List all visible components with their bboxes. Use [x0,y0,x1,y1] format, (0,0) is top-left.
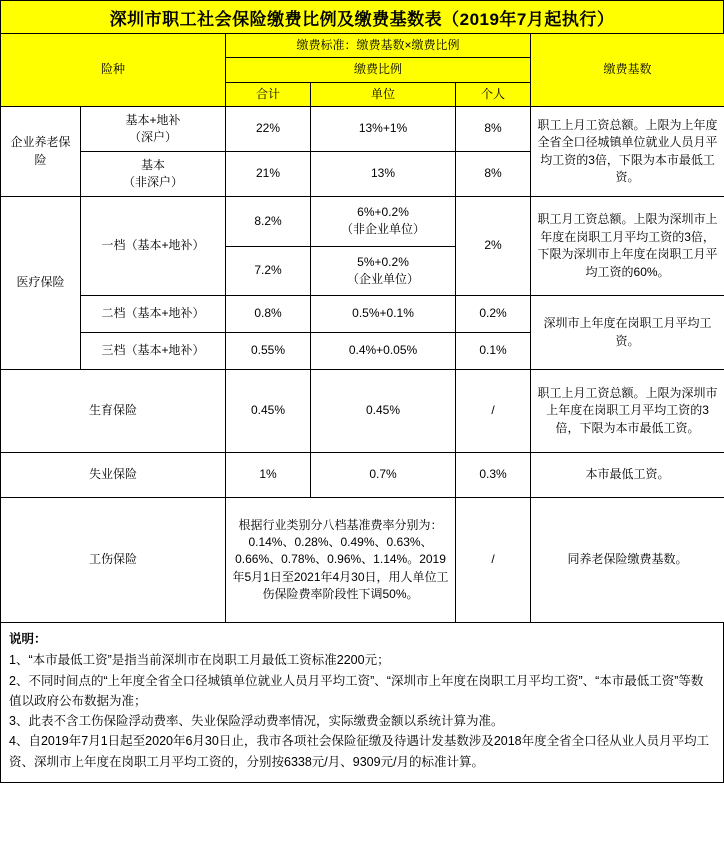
insurance-rate-table [0,33,724,623]
rate-personal: 0.3% [456,453,531,498]
rate-personal: / [456,370,531,453]
rate-unit-line1: 6%+0.2% [357,205,409,220]
table-row [1,370,724,453]
header-ratio: 缴费比例 [226,58,531,82]
sub-item-label: 三档（基本+地补） [81,333,226,370]
rate-personal: 2% [456,197,531,296]
base-injury: 同养老保险缴费基数。 [531,498,724,623]
rate-unit: 13%+1% [311,107,456,152]
note-item: 2、不同时间点的“上年度全省全口径城镇单位就业人员月平均工资”、“深圳市上年度在岗职工月平均工资”、“本市最低工资”等数值以政府公布数据为准； [9,673,704,708]
risk-medical-label: 医疗保险 [16,275,65,290]
rate-unit-line1: 5%+0.2% [357,254,409,269]
risk-injury: 工伤保险 [1,498,226,623]
rate-unit-line2: （非企业单位） [341,222,426,237]
rate-injury-detail: 根据行业类别分八档基准费率分别为：0.14%、0.28%、0.49%、0.63%、0.66%、0.78%、0.96%、1.14%。2019年5月1日至2021年4月30日，用人单位工伤保险费率阶段性下调50%。 [226,498,456,623]
header-unit: 单位 [311,82,456,106]
rate-unit: 0.7% [311,453,456,498]
rate-unit-line2: （企业单位） [347,271,420,286]
notes-section [0,623,724,783]
header-total: 合计 [226,82,311,106]
table-row [1,453,724,498]
sub-item-label: 二档（基本+地补） [81,296,226,333]
base-unemployment: 本市最低工资。 [531,453,724,498]
sub-item-label [81,107,226,152]
rate-total: 21% [226,152,311,197]
rate-unit: 0.5%+0.1% [311,296,456,333]
note-item: 3、此表不含工伤保险浮动费率、失业保险浮动费率情况，实际缴费金额以系统计算为准。 [9,714,504,729]
base-pension: 职工上月工资总额。上限为上年度全省全口径城镇单位就业人员月平均工资的3倍，下限为本市最低工资。 [531,107,724,197]
table-row [1,197,724,247]
rate-total: 8.2% [226,197,311,247]
rate-total: 7.2% [226,246,311,296]
page-title: 深圳市职工社会保险缴费比例及缴费基数表（2019年7月起执行） [0,0,724,33]
rate-personal: / [456,498,531,623]
rate-unit: 13% [311,152,456,197]
sub-item-line1: 基本+地补 [125,112,181,127]
rate-total: 0.55% [226,333,311,370]
note-item: 4、自2019年7月1日起至2020年6月30日止，我市各项社会保险征缴及待遇计发基数涉及2018年度全省全口径从业人员月平均工资、深圳市上年度在岗职工月平均工资的，分别按6338元/月、9309元/月的标准计算。 [9,734,710,769]
note-item: 1、“本市最低工资”是指当前深圳市在岗职工月最低工资标准2200元； [9,653,390,668]
rate-personal: 8% [456,107,531,152]
rate-unit [311,246,456,296]
header-personal: 个人 [456,82,531,106]
rate-total: 0.45% [226,370,311,453]
base-medical-1: 职工月工资总额。上限为深圳市上年度在岗职工月平均工资的3倍，下限为深圳市上年度在岗职工月平均工资的60%。 [531,197,724,296]
risk-pension: 企业养老保险 [1,107,81,197]
sub-item-label: 一档（基本+地补） [81,197,226,296]
base-medical-2: 深圳市上年度在岗职工月平均工资。 [531,296,724,370]
sub-item-line1: 基本 [141,157,166,172]
rate-total: 1% [226,453,311,498]
rate-unit: 0.4%+0.05% [311,333,456,370]
sub-item-line2: （深户） [129,130,178,145]
header-standard: 缴费标准：缴费基数×缴费比例 [226,34,531,58]
risk-maternity: 生育保险 [1,370,226,453]
table-row [1,498,724,623]
base-maternity: 职工上月工资总额。上限为深圳市上年度在岗职工月平均工资的3倍，下限为本市最低工资。 [531,370,724,453]
header-risk-type: 险种 [1,34,226,107]
notes-title: 说明： [9,632,47,647]
rate-unit: 0.45% [311,370,456,453]
table-row [1,107,724,152]
rate-personal: 0.2% [456,296,531,333]
rate-personal: 8% [456,152,531,197]
rate-personal: 0.1% [456,333,531,370]
sub-item-line2: （非深户） [123,175,184,190]
rate-unit [311,197,456,247]
rate-total: 22% [226,107,311,152]
risk-unemployment: 失业保险 [1,453,226,498]
sub-item-label [81,152,226,197]
risk-medical [1,197,81,370]
header-base: 缴费基数 [531,34,724,107]
table-row [1,296,724,333]
rate-total: 0.8% [226,296,311,333]
